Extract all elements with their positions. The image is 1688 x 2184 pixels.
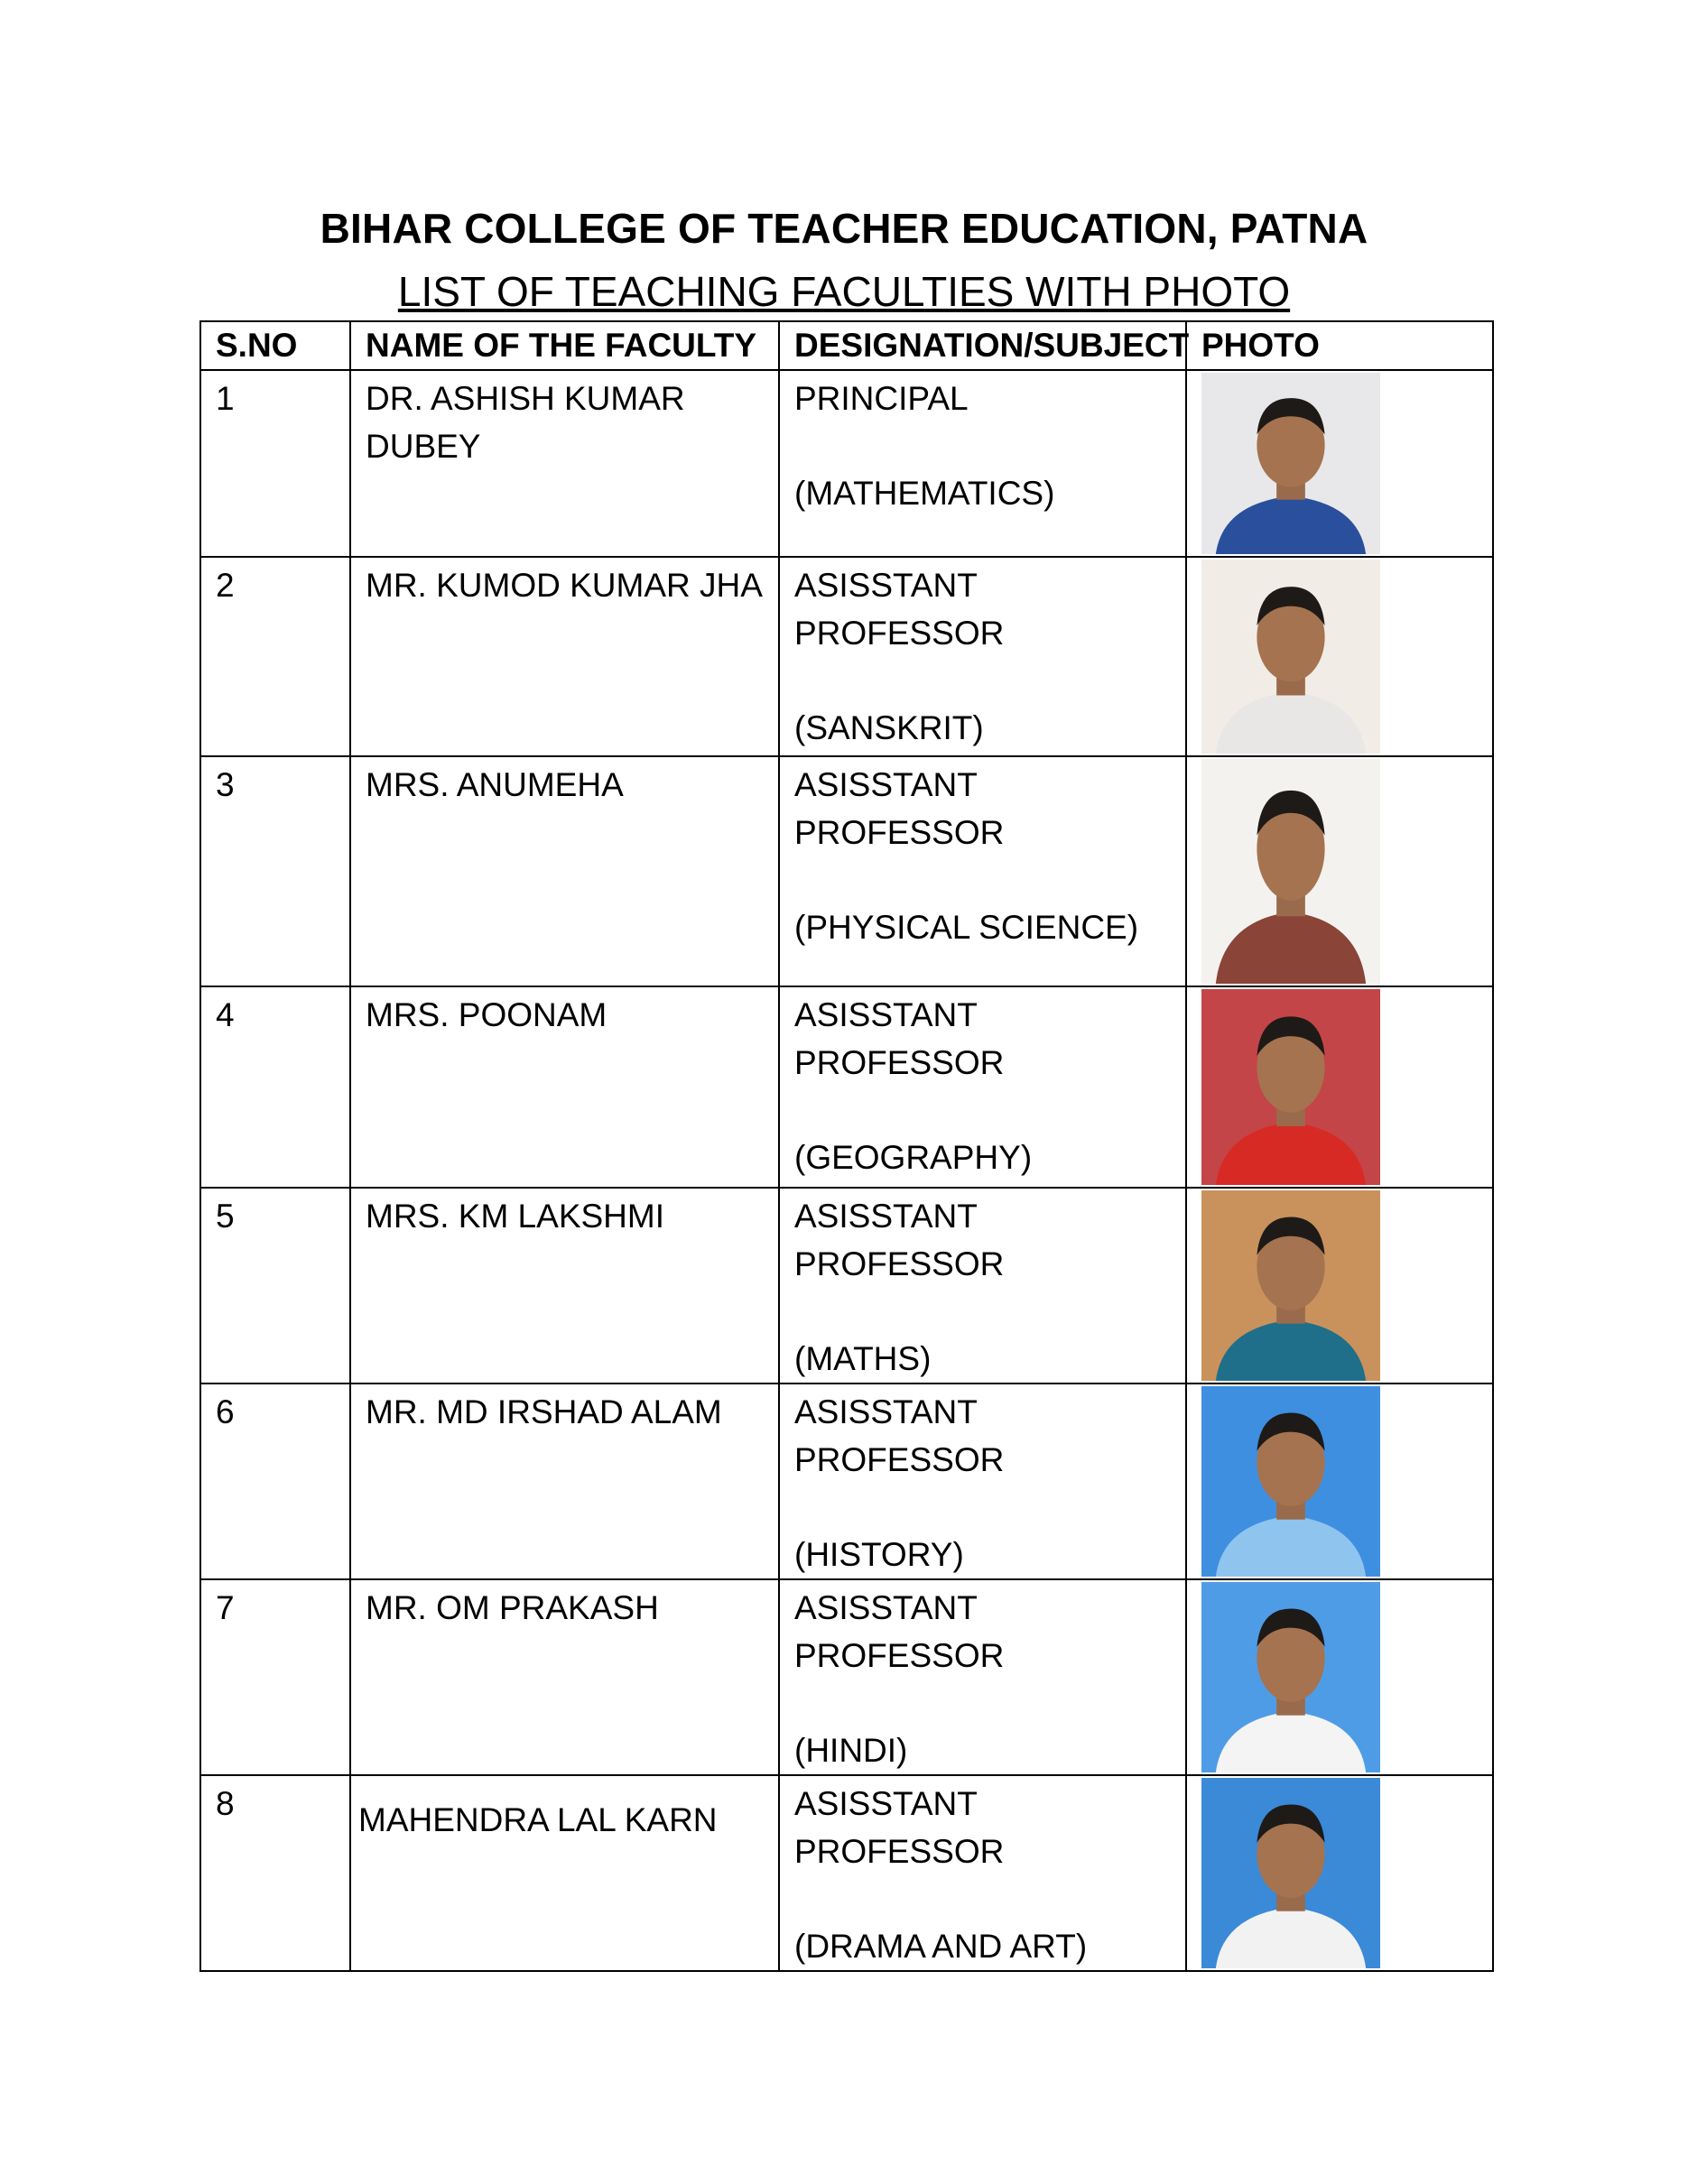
portrait-image bbox=[1201, 373, 1380, 554]
designation-text: ASISSTANT PROFESSOR bbox=[794, 1785, 1005, 1870]
table-row bbox=[200, 557, 1493, 756]
cell-sno: 8 bbox=[200, 1775, 350, 1971]
faculty-name: MRS. POONAM bbox=[366, 996, 607, 1033]
subject-text: (SANSKRIT) bbox=[794, 709, 984, 746]
faculty-photo bbox=[1201, 989, 1380, 1185]
cell-photo bbox=[1186, 557, 1493, 756]
designation-text: PRINCIPAL bbox=[794, 380, 969, 417]
faculty-name: MRS. KM LAKSHMI bbox=[366, 1198, 664, 1235]
cell-designation bbox=[779, 557, 1186, 756]
header-photo: PHOTO bbox=[1186, 321, 1493, 370]
cell-sno: 4 bbox=[200, 986, 350, 1188]
table-row bbox=[200, 1579, 1493, 1775]
cell-designation bbox=[779, 1579, 1186, 1775]
portrait-image bbox=[1201, 989, 1380, 1185]
faculty-name: MR. KUMOD KUMAR JHA bbox=[366, 567, 763, 604]
faculty-name: MR. MD IRSHAD ALAM bbox=[366, 1393, 722, 1430]
subject-text: (MATHS) bbox=[794, 1340, 932, 1377]
designation-text: ASISSTANT PROFESSOR bbox=[794, 766, 1005, 851]
cell-photo bbox=[1186, 986, 1493, 1188]
faculty-photo bbox=[1201, 1582, 1380, 1772]
cell-photo bbox=[1186, 1188, 1493, 1384]
table-row bbox=[200, 370, 1493, 557]
subject-text: (DRAMA AND ART) bbox=[794, 1928, 1088, 1965]
table-header-row bbox=[200, 321, 1493, 370]
table-row bbox=[200, 1775, 1493, 1971]
portrait-image bbox=[1201, 1778, 1380, 1968]
portrait-image bbox=[1201, 759, 1380, 984]
faculty-name: MR. OM PRAKASH bbox=[366, 1589, 659, 1626]
cell-photo bbox=[1186, 756, 1493, 986]
header-designation: DESIGNATION/SUBJECT bbox=[779, 321, 1186, 370]
cell-photo bbox=[1186, 370, 1493, 557]
cell-sno: 5 bbox=[200, 1188, 350, 1384]
subject-text: (GEOGRAPHY) bbox=[794, 1139, 1033, 1176]
cell-sno: 1 bbox=[200, 370, 350, 557]
cell-name bbox=[350, 1775, 779, 1971]
faculty-name: DR. ASHISH KUMAR DUBEY bbox=[366, 380, 685, 465]
header-sno: S.NO bbox=[200, 321, 350, 370]
cell-designation bbox=[779, 986, 1186, 1188]
designation-text: ASISSTANT PROFESSOR bbox=[794, 567, 1005, 652]
cell-designation bbox=[779, 370, 1186, 557]
cell-sno: 2 bbox=[200, 557, 350, 756]
designation-text: ASISSTANT PROFESSOR bbox=[794, 996, 1005, 1081]
portrait-image bbox=[1201, 1190, 1380, 1381]
cell-name bbox=[350, 756, 779, 986]
cell-name bbox=[350, 1579, 779, 1775]
subject-text: (HINDI) bbox=[794, 1732, 908, 1769]
cell-name bbox=[350, 1188, 779, 1384]
faculty-photo bbox=[1201, 1778, 1380, 1968]
subject-text: (PHYSICAL SCIENCE) bbox=[794, 909, 1139, 946]
table-row bbox=[200, 756, 1493, 986]
faculty-name: MRS. ANUMEHA bbox=[366, 766, 624, 803]
cell-photo bbox=[1186, 1775, 1493, 1971]
portrait-image bbox=[1201, 1582, 1380, 1772]
faculty-photo bbox=[1201, 759, 1380, 984]
table-row bbox=[200, 1384, 1493, 1579]
document-subtitle: LIST OF TEACHING FACULTIES WITH PHOTO bbox=[397, 268, 1291, 315]
cell-sno: 3 bbox=[200, 756, 350, 986]
designation-text: ASISSTANT PROFESSOR bbox=[794, 1589, 1005, 1674]
designation-text: ASISSTANT PROFESSOR bbox=[794, 1198, 1005, 1282]
table-row bbox=[200, 1188, 1493, 1384]
cell-photo bbox=[1186, 1384, 1493, 1579]
cell-designation bbox=[779, 1384, 1186, 1579]
cell-name bbox=[350, 370, 779, 557]
portrait-image bbox=[1201, 1386, 1380, 1577]
subject-text: (MATHEMATICS) bbox=[794, 475, 1055, 512]
cell-designation bbox=[779, 1188, 1186, 1384]
cell-name bbox=[350, 557, 779, 756]
cell-name bbox=[350, 986, 779, 1188]
faculty-name: MAHENDRA LAL KARN bbox=[358, 1801, 718, 1838]
subject-text: (HISTORY) bbox=[794, 1536, 964, 1573]
portrait-image bbox=[1201, 560, 1380, 754]
cell-sno: 7 bbox=[200, 1579, 350, 1775]
table-row bbox=[200, 986, 1493, 1188]
cell-designation bbox=[779, 1775, 1186, 1971]
designation-text: ASISSTANT PROFESSOR bbox=[794, 1393, 1005, 1478]
faculty-photo bbox=[1201, 373, 1380, 554]
faculty-photo bbox=[1201, 1190, 1380, 1381]
document-title: BIHAR COLLEGE OF TEACHER EDUCATION, PATNA bbox=[320, 205, 1368, 252]
faculty-photo bbox=[1201, 560, 1380, 754]
cell-sno: 6 bbox=[200, 1384, 350, 1579]
faculty-photo bbox=[1201, 1386, 1380, 1577]
faculty-table bbox=[199, 320, 1494, 1972]
header-name: NAME OF THE FACULTY bbox=[350, 321, 779, 370]
cell-photo bbox=[1186, 1579, 1493, 1775]
cell-designation bbox=[779, 756, 1186, 986]
cell-name bbox=[350, 1384, 779, 1579]
